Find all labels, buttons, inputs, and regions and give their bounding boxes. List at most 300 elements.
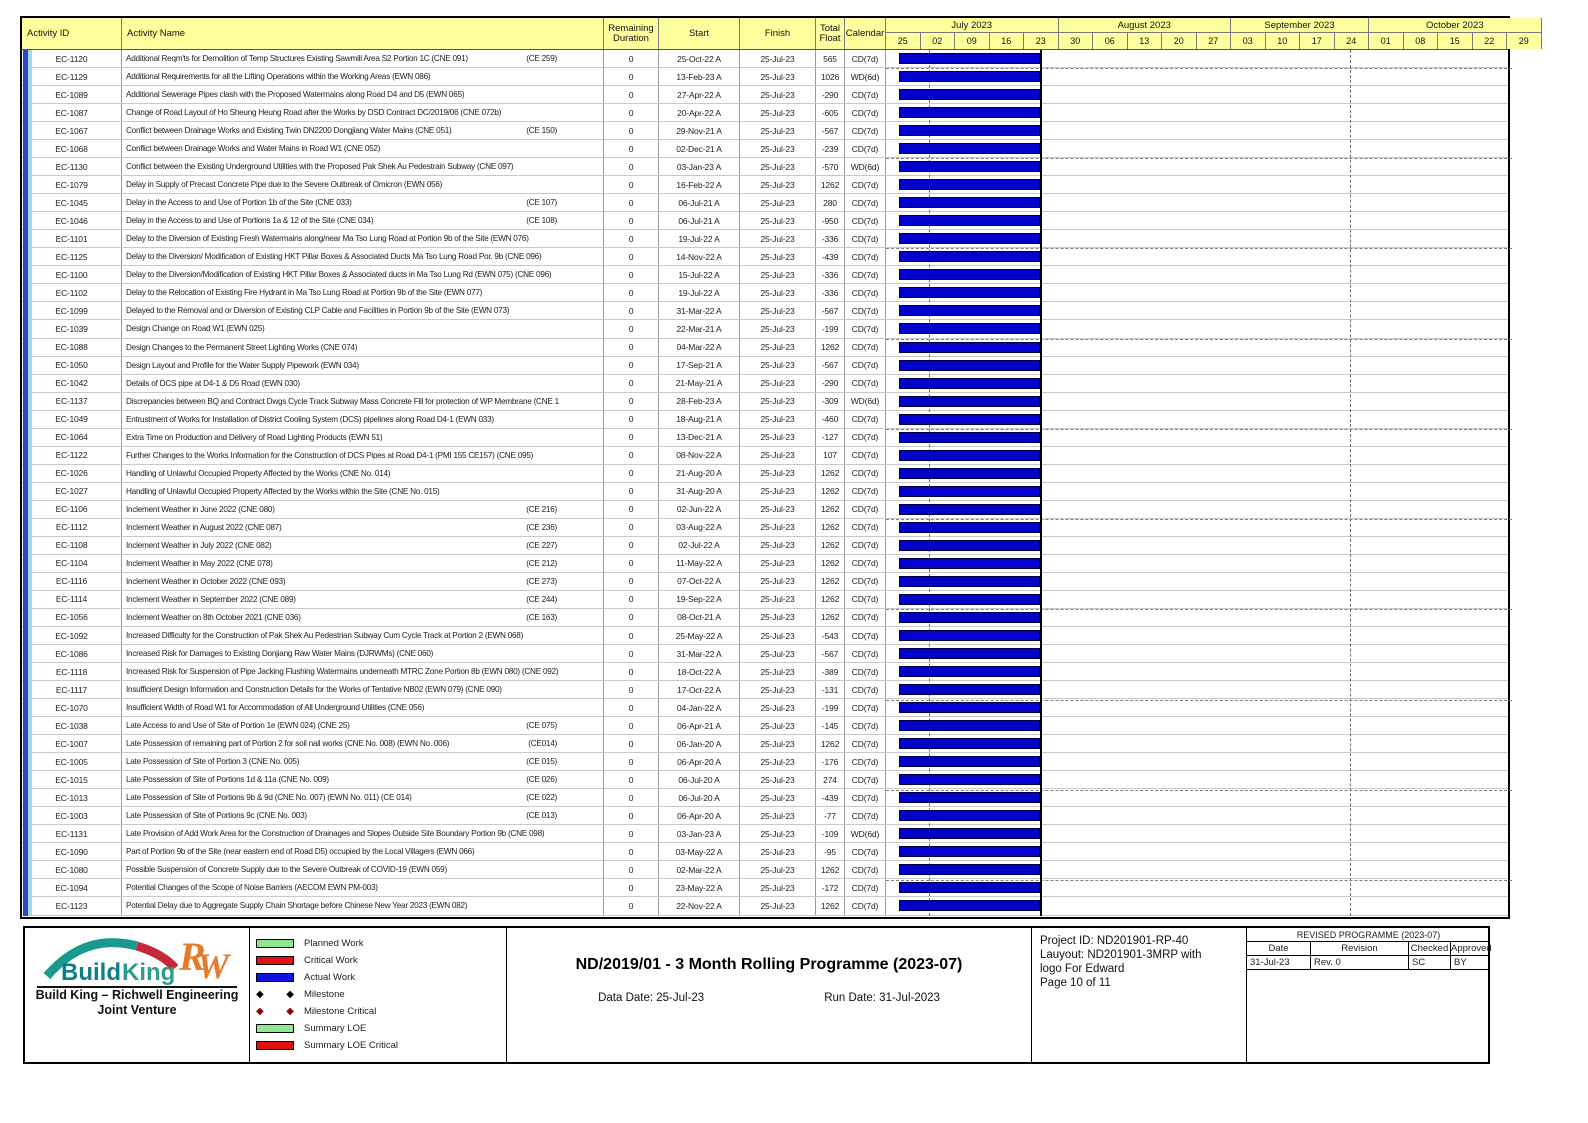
week-tick: 03 (1231, 33, 1266, 49)
activity-name-text: Late Possession of remaining part of Portion 2 for soil nail works (CNE No. 008) (EWN No. 006) (126, 739, 450, 749)
legend-item (256, 952, 506, 969)
total-float-cell: -109 (816, 825, 845, 842)
activity-ref-text: (CE 273) (526, 576, 557, 586)
table-header (22, 18, 1529, 50)
week-tick: 16 (990, 33, 1025, 49)
remaining-duration-cell: 0 (604, 158, 659, 175)
start-date-cell: 16-Feb-22 A (659, 176, 740, 193)
activity-name-cell (122, 681, 604, 698)
activity-name-cell (122, 447, 604, 464)
gantt-cell (886, 699, 1508, 716)
table-row (22, 645, 1508, 663)
remaining-duration-cell: 0 (604, 50, 659, 67)
column-header: Start (659, 18, 740, 49)
calendar-cell: CD(7d) (845, 465, 886, 482)
month-header: October 2023 (1369, 18, 1542, 32)
total-float-cell: -145 (816, 717, 845, 734)
actual-work-bar (899, 179, 1040, 190)
finish-date-cell: 25-Jul-23 (740, 393, 816, 410)
activity-name-text: Inclement Weather in June 2022 (CNE 080) (126, 504, 275, 514)
total-float-cell: 1262 (816, 483, 845, 500)
activity-ref-text: (CE 227) (526, 540, 557, 550)
finish-date-cell: 25-Jul-23 (740, 483, 816, 500)
legend-bar-swatch (256, 956, 294, 965)
activity-id-cell: EC-1050 (22, 357, 122, 374)
table-row (22, 230, 1508, 248)
activity-name-text: Part of Portion 9b of the Site (near eastern end of Road D5) occupied by the Local Villagers (EWN 066) (126, 847, 475, 857)
finish-date-cell: 25-Jul-23 (740, 735, 816, 752)
total-float-cell: -543 (816, 627, 845, 644)
gantt-cell (886, 104, 1508, 121)
start-date-cell: 04-Mar-22 A (659, 339, 740, 356)
project-info-block (1032, 928, 1247, 1062)
gantt-cell (886, 789, 1508, 806)
activity-name-cell (122, 68, 604, 85)
activity-name-text: Entrustment of Works for Installation of District Cooling System (DCS) pipelines along Road D4-1 (EWN 033) (126, 414, 494, 424)
quarter-gridline-oct (1350, 50, 1351, 916)
activity-id-cell: EC-1137 (22, 393, 122, 410)
actual-work-bar (899, 197, 1040, 208)
remaining-duration-cell: 0 (604, 429, 659, 446)
activity-id-cell: EC-1099 (22, 302, 122, 319)
calendar-cell: CD(7d) (845, 194, 886, 211)
activity-name-cell (122, 357, 604, 374)
gantt-cell (886, 537, 1508, 554)
total-float-cell: -336 (816, 230, 845, 247)
legend-bar-swatch (256, 1041, 294, 1050)
start-date-cell: 06-Apr-20 A (659, 807, 740, 824)
activity-name-text: Potential Delay due to Aggregate Supply Chain Shortage before Chinese New Year 2023 (EWN 082) (126, 901, 468, 911)
total-float-cell: -172 (816, 879, 845, 896)
sight-line (886, 790, 1512, 791)
activity-name-text: Late Possession of Site of Portions 1d & 11a (CNE No. 009) (126, 775, 329, 785)
activity-id-cell: EC-1102 (22, 284, 122, 301)
gantt-cell (886, 555, 1508, 572)
activity-name-cell (122, 897, 604, 914)
column-header: Finish (740, 18, 816, 49)
finish-date-cell: 25-Jul-23 (740, 807, 816, 824)
finish-date-cell: 25-Jul-23 (740, 50, 816, 67)
table-row (22, 717, 1508, 735)
total-float-cell: 107 (816, 447, 845, 464)
week-tick: 01 (1369, 33, 1404, 49)
remaining-duration-cell: 0 (604, 825, 659, 842)
activity-name-cell (122, 645, 604, 662)
calendar-cell: CD(7d) (845, 645, 886, 662)
activity-name-text: Delay to the Diversion of Existing Fresh Watermains along/near Ma Tso Lung Road at Portion 9b of the Site (EWN 076) (126, 234, 529, 244)
total-float-cell: -567 (816, 645, 845, 662)
milestone-diamond-icon: ◆ (256, 1005, 264, 1017)
calendar-cell: CD(7d) (845, 717, 886, 734)
activity-name-text: Delay in the Access to and Use of Portion 1b of the Site (CNE 033) (126, 198, 352, 208)
activity-name-text: Delay to the Diversion/Modification of Existing HKT Pillar Boxes & Associated ducts in Ma Tso Lung Rd (EWN 075) (CNE 096) (126, 270, 552, 280)
project-info-line: Lauyout: ND201901-3MRP with (1040, 949, 1202, 961)
activity-id-cell: EC-1094 (22, 879, 122, 896)
total-float-cell: 1262 (816, 501, 845, 518)
activity-name-cell (122, 555, 604, 572)
table-row (22, 555, 1508, 573)
legend-label: Summary LOE Critical (304, 1040, 398, 1051)
finish-date-cell: 25-Jul-23 (740, 861, 816, 878)
calendar-cell: CD(7d) (845, 807, 886, 824)
activity-name-text: Increased Risk for Damages to Existing Donjiang Raw Water Mains (DJRWMs) (CNE 060) (126, 649, 434, 659)
activity-name-text: Inclement Weather in September 2022 (CNE 089) (126, 594, 296, 604)
calendar-cell: CD(7d) (845, 212, 886, 229)
finish-date-cell: 25-Jul-23 (740, 537, 816, 554)
finish-date-cell: 25-Jul-23 (740, 699, 816, 716)
activity-name-cell (122, 717, 604, 734)
gantt-cell (886, 897, 1508, 914)
remaining-duration-cell: 0 (604, 861, 659, 878)
table-row (22, 537, 1508, 555)
sight-line (886, 68, 1512, 69)
total-float-cell: 1262 (816, 573, 845, 590)
activity-ref-text: (CE 015) (526, 757, 557, 767)
revision-cell: SC (1409, 956, 1451, 969)
table-row (22, 248, 1508, 266)
start-date-cell: 20-Apr-22 A (659, 104, 740, 121)
activity-name-cell (122, 339, 604, 356)
total-float-cell: 1262 (816, 555, 845, 572)
activity-name-cell (122, 140, 604, 157)
actual-work-bar (899, 846, 1040, 857)
gantt-cell (886, 248, 1508, 265)
left-band-cyan (28, 50, 32, 916)
calendar-cell: CD(7d) (845, 357, 886, 374)
remaining-duration-cell: 0 (604, 843, 659, 860)
activity-id-cell: EC-1089 (22, 86, 122, 103)
gantt-cell (886, 645, 1508, 662)
activity-name-cell (122, 879, 604, 896)
activity-name-text: Extra Time on Production and Delivery of Road Lighting Products (EWN 51) (126, 432, 383, 442)
table-row (22, 897, 1508, 915)
table-row (22, 140, 1508, 158)
remaining-duration-cell: 0 (604, 140, 659, 157)
activity-name-cell (122, 375, 604, 392)
calendar-cell: CD(7d) (845, 501, 886, 518)
gantt-cell (886, 861, 1508, 878)
activity-ref-text: (CE 216) (526, 504, 557, 514)
start-date-cell: 22-Nov-22 A (659, 897, 740, 914)
total-float-cell: 1262 (816, 519, 845, 536)
calendar-cell: CD(7d) (845, 681, 886, 698)
calendar-cell: CD(7d) (845, 104, 886, 121)
week-tick: 23 (1024, 33, 1059, 49)
start-date-cell: 25-May-22 A (659, 627, 740, 644)
calendar-cell: CD(7d) (845, 411, 886, 428)
column-headers (22, 18, 886, 49)
actual-work-bar (899, 468, 1040, 479)
activity-id-cell: EC-1116 (22, 573, 122, 590)
activity-name-text: Further Changes to the Works Information for the Construction of DCS Pipes at Road D4-1 (PMI 155 CE157) (CNE 095) (126, 450, 534, 460)
activity-id-cell: EC-1130 (22, 158, 122, 175)
table-row (22, 771, 1508, 789)
remaining-duration-cell: 0 (604, 393, 659, 410)
sight-line (886, 339, 1512, 340)
legend-bar-swatch (256, 973, 294, 982)
build-king-logo (37, 930, 237, 986)
legend-bar-swatch (256, 939, 294, 948)
start-date-cell: 23-May-22 A (659, 879, 740, 896)
activity-name-text: Handling of Unlawful Occupied Property Affected by the Works within the Site (CNE No. 015) (126, 486, 440, 496)
activity-name-cell (122, 411, 604, 428)
gantt-cell (886, 357, 1508, 374)
gantt-cell (886, 825, 1508, 842)
remaining-duration-cell: 0 (604, 104, 659, 121)
activity-name-text: Details of DCS pipe at D4-1 & D5 Road (EWN 030) (126, 378, 300, 388)
actual-work-bar (899, 378, 1040, 389)
activity-id-cell: EC-1045 (22, 194, 122, 211)
calendar-cell: CD(7d) (845, 302, 886, 319)
activity-id-cell: EC-1125 (22, 248, 122, 265)
gantt-cell (886, 591, 1508, 608)
revision-title: REVISED PROGRAMME (2023-07) (1247, 928, 1490, 942)
remaining-duration-cell: 0 (604, 681, 659, 698)
activity-name-text: Conflict between Drainage Works and Existing Twin DN2200 Dongjiang Water Mains (CNE 051) (126, 126, 452, 136)
activity-ref-text: (CE 150) (526, 126, 557, 136)
gantt-cell (886, 609, 1508, 626)
start-date-cell: 18-Oct-22 A (659, 663, 740, 680)
gantt-cell (886, 140, 1508, 157)
remaining-duration-cell: 0 (604, 717, 659, 734)
remaining-duration-cell: 0 (604, 501, 659, 518)
start-date-cell: 03-Aug-22 A (659, 519, 740, 536)
gantt-cell (886, 158, 1508, 175)
calendar-cell: CD(7d) (845, 122, 886, 139)
gantt-cell (886, 807, 1508, 824)
gantt-body (22, 50, 1508, 916)
activity-name-text: Potential Changes of the Scope of Noise Barriers (AECOM EWN PM-003) (126, 883, 378, 893)
start-date-cell: 03-May-22 A (659, 843, 740, 860)
activity-name-text: Insufficient Design Information and Construction Details for the Works of Tentative NB02 (EWN 079) (CNE 090) (126, 685, 502, 695)
start-date-cell: 03-Jan-23 A (659, 825, 740, 842)
revision-header-cell: Date (1247, 942, 1311, 955)
calendar-cell: CD(7d) (845, 789, 886, 806)
finish-date-cell: 25-Jul-23 (740, 879, 816, 896)
remaining-duration-cell: 0 (604, 753, 659, 770)
activity-name-cell (122, 753, 604, 770)
finish-date-cell: 25-Jul-23 (740, 573, 816, 590)
activity-name-text: Conflict between the Existing Underground Utilities with the Proposed Pak Shek Au Pedestrain Subway (CNE 097) (126, 162, 514, 172)
activity-name-text: Additional Sewerage Pipes clash with the Proposed Watermains along Road D4 and D5 (EWN 065) (126, 90, 465, 100)
start-date-cell: 08-Nov-22 A (659, 447, 740, 464)
calendar-cell: CD(7d) (845, 573, 886, 590)
remaining-duration-cell: 0 (604, 357, 659, 374)
gantt-cell (886, 375, 1508, 392)
sight-line (886, 429, 1512, 430)
gantt-cell (886, 627, 1508, 644)
actual-work-bar (899, 738, 1040, 749)
finish-date-cell: 25-Jul-23 (740, 302, 816, 319)
actual-work-bar (899, 269, 1040, 280)
actual-work-bar (899, 233, 1040, 244)
finish-date-cell: 25-Jul-23 (740, 194, 816, 211)
start-date-cell: 17-Oct-22 A (659, 681, 740, 698)
activity-name-text: Inclement Weather in May 2022 (CNE 078) (126, 558, 273, 568)
remaining-duration-cell: 0 (604, 879, 659, 896)
logo-text-w: W (197, 946, 230, 986)
legend-label: Milestone Critical (304, 1006, 377, 1017)
activity-id-cell: EC-1092 (22, 627, 122, 644)
start-date-cell: 04-Jan-22 A (659, 699, 740, 716)
start-date-cell: 06-Apr-20 A (659, 753, 740, 770)
activity-id-cell: EC-1056 (22, 609, 122, 626)
activity-name-text: Late Possession of Site of Portions 9c (CNE No. 003) (126, 811, 307, 821)
total-float-cell: -95 (816, 843, 845, 860)
gantt-cell (886, 717, 1508, 734)
activity-name-cell (122, 212, 604, 229)
finish-date-cell: 25-Jul-23 (740, 411, 816, 428)
start-date-cell: 29-Nov-21 A (659, 122, 740, 139)
sight-line (886, 519, 1512, 520)
column-header: Activity ID (22, 18, 122, 49)
activity-name-text: Inclement Weather in August 2022 (CNE 087) (126, 522, 282, 532)
table-row (22, 753, 1508, 771)
table-row (22, 194, 1508, 212)
timeline-header (886, 18, 1542, 49)
start-date-cell: 06-Jul-21 A (659, 212, 740, 229)
company-logo-block (25, 928, 250, 1062)
remaining-duration-cell: 0 (604, 230, 659, 247)
finish-date-cell: 25-Jul-23 (740, 140, 816, 157)
total-float-cell: -570 (816, 158, 845, 175)
table-row (22, 429, 1508, 447)
activity-ref-text: (CE 026) (526, 775, 557, 785)
table-row (22, 573, 1508, 591)
gantt-cell (886, 393, 1508, 410)
start-date-cell: 03-Jan-23 A (659, 158, 740, 175)
start-date-cell: 02-Jul-22 A (659, 537, 740, 554)
total-float-cell: -199 (816, 699, 845, 716)
activity-id-cell: EC-1080 (22, 861, 122, 878)
week-tick: 06 (1093, 33, 1128, 49)
table-row (22, 519, 1508, 537)
activity-name-text: Delay in the Access to and Use of Portions 1a & 12 of the Site (CNE 034) (126, 216, 374, 226)
calendar-cell: CD(7d) (845, 429, 886, 446)
activity-id-cell: EC-1026 (22, 465, 122, 482)
finish-date-cell: 25-Jul-23 (740, 789, 816, 806)
gantt-cell (886, 447, 1508, 464)
activity-id-cell: EC-1114 (22, 591, 122, 608)
calendar-cell: CD(7d) (845, 897, 886, 914)
total-float-cell: -389 (816, 663, 845, 680)
legend-item (256, 969, 506, 986)
total-float-cell: -950 (816, 212, 845, 229)
table-row (22, 807, 1508, 825)
gantt-cell (886, 429, 1508, 446)
table-row (22, 284, 1508, 302)
actual-work-bar (899, 71, 1040, 82)
start-date-cell: 18-Aug-21 A (659, 411, 740, 428)
total-float-cell: -176 (816, 753, 845, 770)
remaining-duration-cell: 0 (604, 735, 659, 752)
activity-name-cell (122, 194, 604, 211)
activity-id-cell: EC-1027 (22, 483, 122, 500)
activity-name-text: Delayed to the Removal and or Diversion of Existing CLP Cable and Facilities in Portion 9b of the Site (EWN 073) (126, 306, 510, 316)
remaining-duration-cell: 0 (604, 194, 659, 211)
activity-name-text: Design Changes to the Permanent Street Lighting Works (CNE 074) (126, 342, 358, 352)
gantt-cell (886, 68, 1508, 85)
gantt-cell (886, 284, 1508, 301)
logo-text-king: King (122, 959, 176, 986)
actual-work-bar (899, 576, 1040, 587)
remaining-duration-cell: 0 (604, 248, 659, 265)
legend-item (256, 1020, 506, 1037)
revision-header-cell: Checked (1409, 942, 1451, 955)
week-tick: 25 (886, 33, 921, 49)
actual-work-bar (899, 396, 1040, 407)
start-date-cell: 22-Mar-21 A (659, 320, 740, 337)
activity-ref-text: (CE 107) (526, 198, 557, 208)
activity-name-cell (122, 465, 604, 482)
actual-work-bar (899, 215, 1040, 226)
calendar-cell: CD(7d) (845, 861, 886, 878)
remaining-duration-cell: 0 (604, 465, 659, 482)
week-tick: 22 (1473, 33, 1508, 49)
week-tick: 02 (921, 33, 956, 49)
revision-table (1247, 928, 1490, 1062)
legend-item (256, 1037, 506, 1054)
activity-name-text: Inclement Weather in October 2022 (CNE 093) (126, 576, 286, 586)
legend-label: Planned Work (304, 938, 364, 949)
activity-id-cell: EC-1039 (22, 320, 122, 337)
remaining-duration-cell: 0 (604, 897, 659, 914)
activity-id-cell: EC-1064 (22, 429, 122, 446)
start-date-cell: 14-Nov-22 A (659, 248, 740, 265)
table-row (22, 339, 1508, 357)
total-float-cell: -239 (816, 140, 845, 157)
activity-name-cell (122, 176, 604, 193)
actual-work-bar (899, 864, 1040, 875)
remaining-duration-cell: 0 (604, 339, 659, 356)
calendar-cell: CD(7d) (845, 699, 886, 716)
remaining-duration-cell: 0 (604, 519, 659, 536)
start-date-cell: 02-Dec-21 A (659, 140, 740, 157)
legend-milestone-swatch (256, 1007, 294, 1017)
legend-item (256, 1003, 506, 1020)
week-tick: 30 (1059, 33, 1094, 49)
remaining-duration-cell: 0 (604, 176, 659, 193)
actual-work-bar (899, 342, 1040, 353)
finish-date-cell: 25-Jul-23 (740, 212, 816, 229)
company-name: Build King – Richwell Engineering (35, 988, 239, 1002)
gantt-cell (886, 519, 1508, 536)
actual-work-bar (899, 612, 1040, 623)
title-block (507, 928, 1032, 1062)
legend-milestone-swatch (256, 990, 294, 1000)
activity-name-text: Increased Difficulty for the Construction of Pak Shek Au Pedestrian Subway Cum Cycle Track at Portion 2 (EWN 068) (126, 631, 524, 641)
activity-name-cell (122, 591, 604, 608)
table-row (22, 663, 1508, 681)
table-row (22, 158, 1508, 176)
activity-name-text: Design Layout and Profile for the Water Supply Pipework (EWN 034) (126, 360, 359, 370)
activity-id-cell: EC-1088 (22, 339, 122, 356)
remaining-duration-cell: 0 (604, 375, 659, 392)
gantt-cell (886, 176, 1508, 193)
activity-name-cell (122, 50, 604, 67)
start-date-cell: 19-Jul-22 A (659, 230, 740, 247)
activity-name-cell (122, 735, 604, 752)
milestone-diamond-icon: ◆ (286, 988, 294, 1000)
activity-id-cell: EC-1112 (22, 519, 122, 536)
calendar-cell: CD(7d) (845, 339, 886, 356)
activity-name-text: Additional Requirements for all the Lifting Operations within the Working Areas (EWN 086) (126, 72, 431, 82)
calendar-cell: CD(7d) (845, 753, 886, 770)
activity-ref-text: (CE 075) (526, 721, 557, 731)
activity-id-cell: EC-1007 (22, 735, 122, 752)
table-row (22, 68, 1508, 86)
actual-work-bar (899, 53, 1040, 64)
